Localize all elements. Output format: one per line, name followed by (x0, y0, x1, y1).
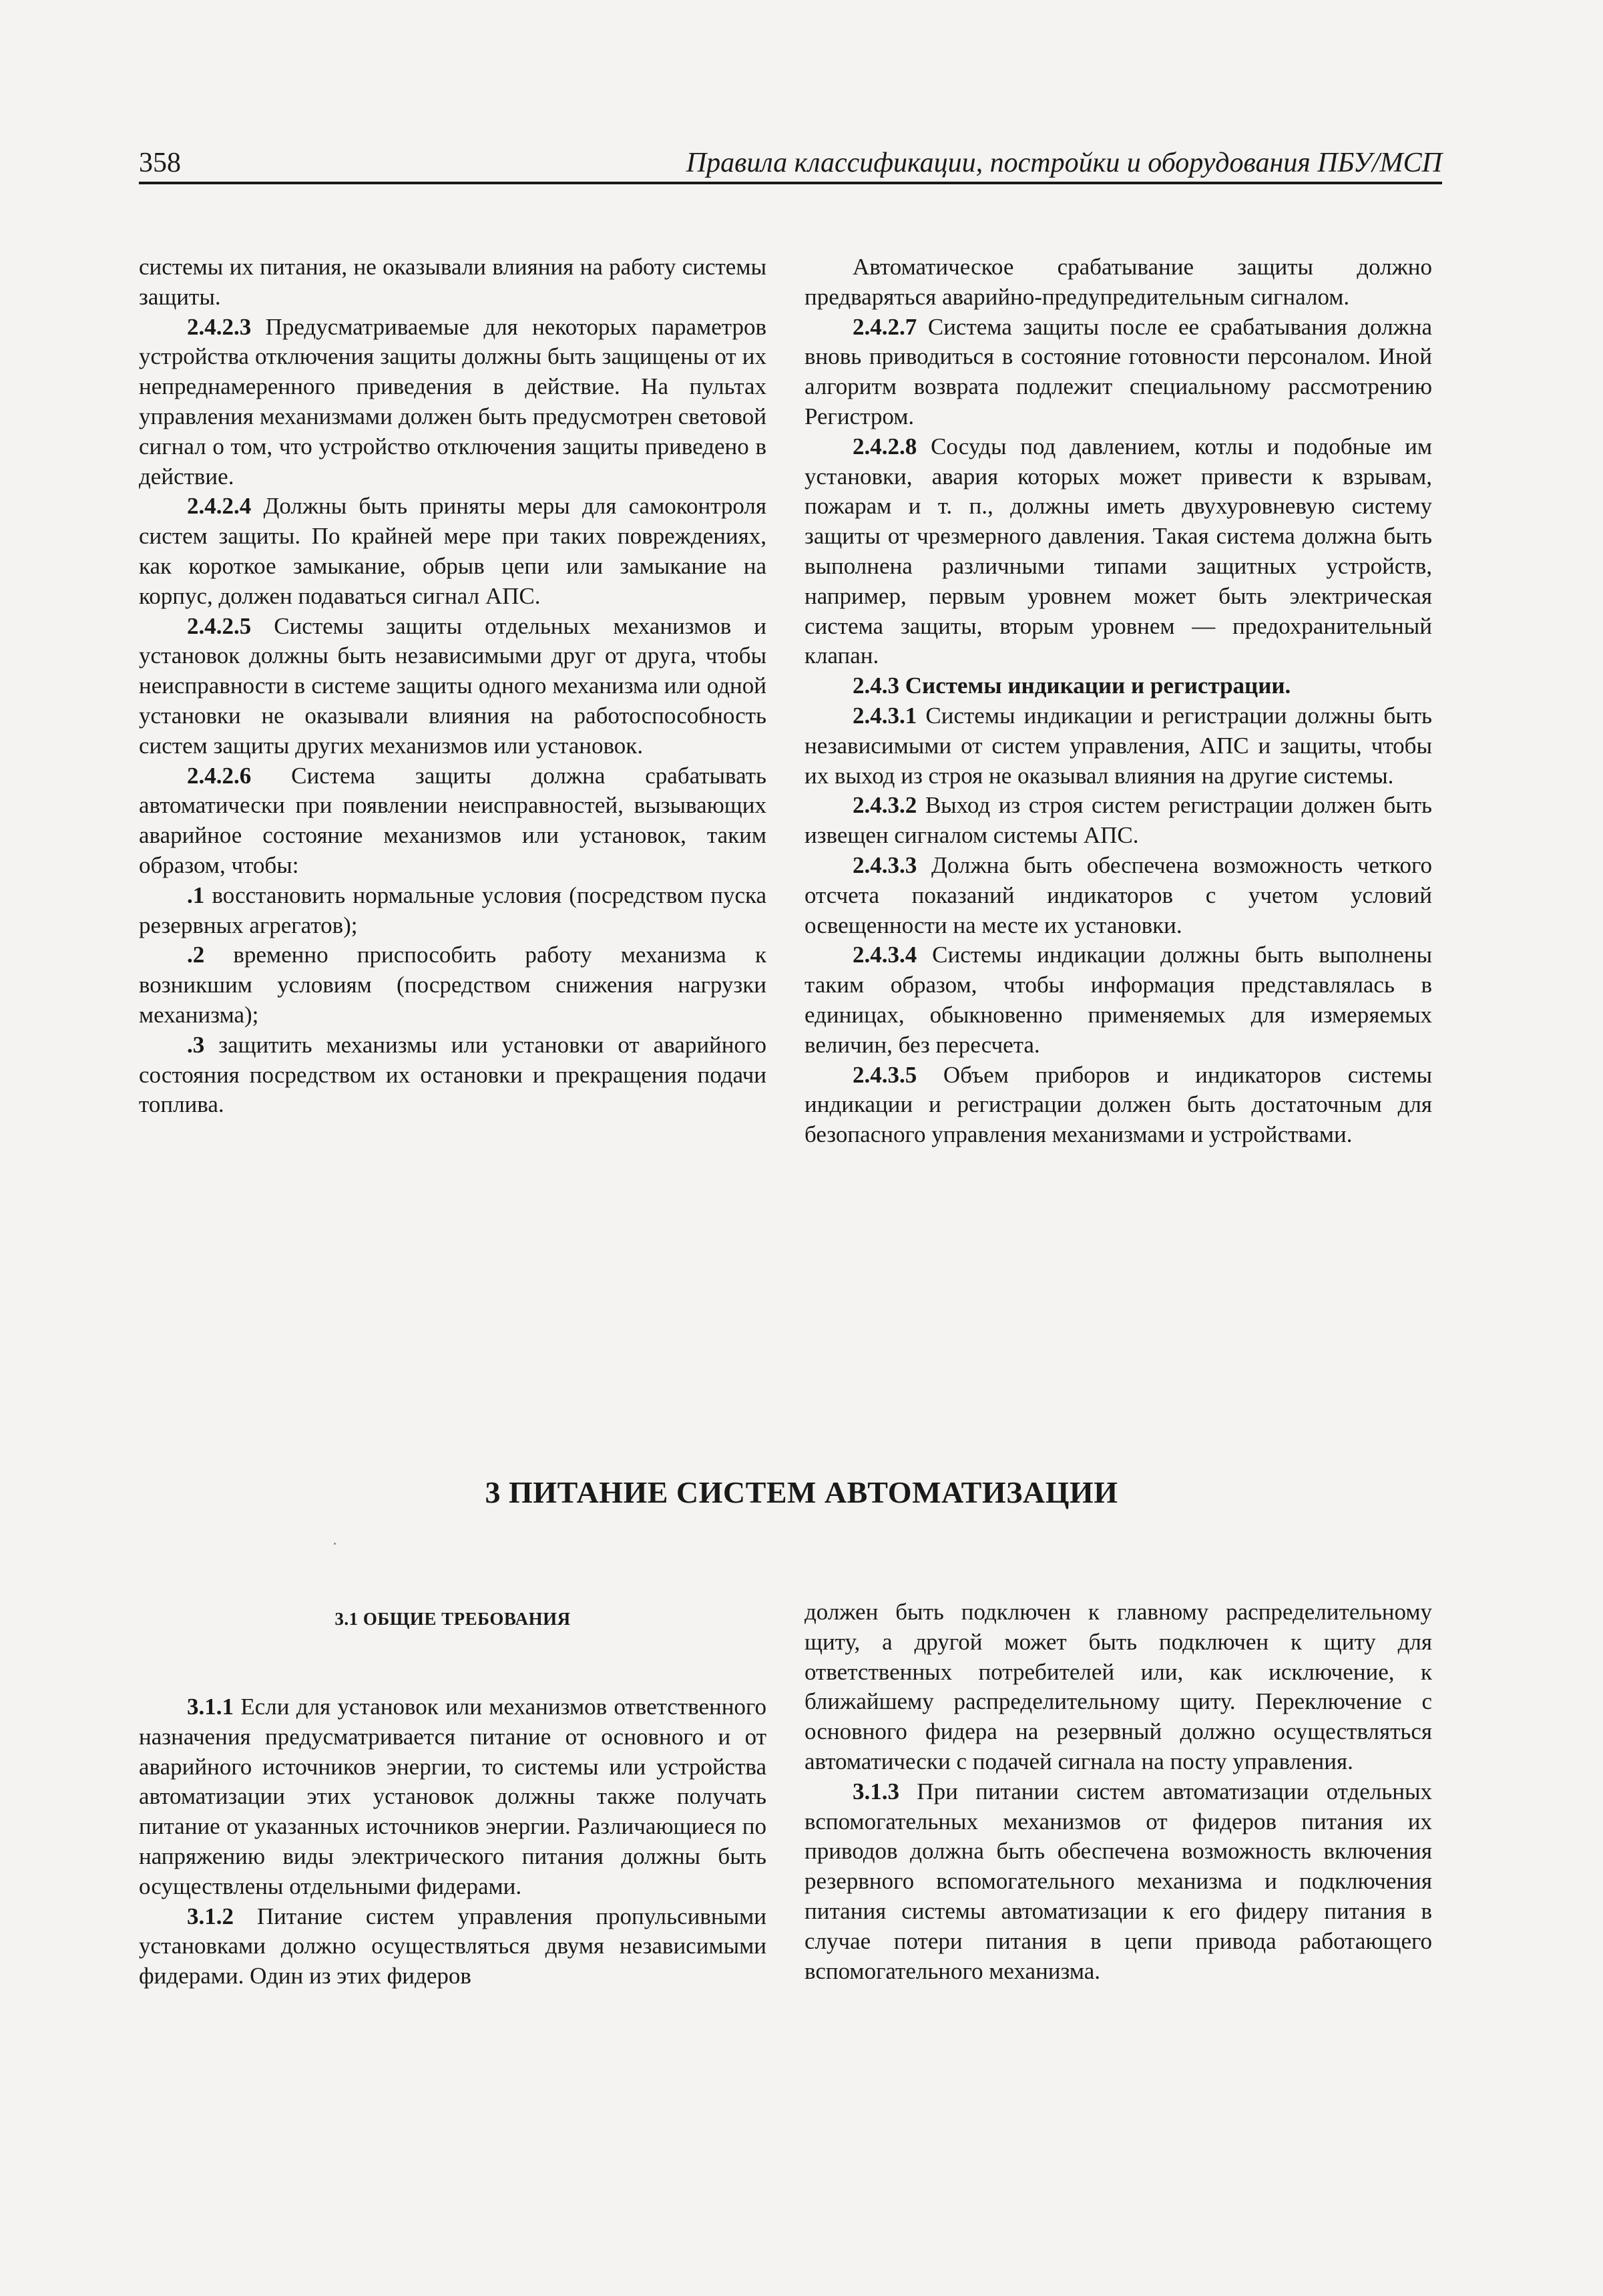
running-header (139, 142, 1442, 184)
paragraph (805, 940, 1432, 1060)
paragraph (805, 1597, 1432, 1777)
paragraph-text: Системы индикации и регистрации должны быть независимыми от систем управления, АПС и защиты, чтобы их выход из строя не оказывал влияния на другие системы. (805, 702, 1433, 789)
subsection-title: 3.1 ОБЩИЕ ТРЕБОВАНИЯ (334, 1609, 571, 1629)
list-item (139, 1030, 766, 1120)
clause-number: 2.4.2.5 (187, 612, 252, 639)
subheading (805, 671, 1432, 701)
paragraph-text: Системы индикации должны быть выполнены таким образом, чтобы информация представлялась в единицах, обыкновенно применяемых для измеряемых величин, без пересчета. (805, 942, 1432, 1058)
paragraph-text: Сосуды под давлением, котлы и подобные им установки, авария которых может привести к взрывам, пожарам и т. п., должны иметь двухуровневую систему защиты от чрезмерного давления. Такая система должна быть выполнена различными типами защитных устройств, например, первым уровнем может быть электрическая система защиты, вторым уровнем — предохранительный клапан. (805, 433, 1433, 669)
clause-number: 2.4.3.5 (853, 1061, 917, 1088)
paragraph-text: Должны быть приняты меры для самоконтроля систем защиты. По крайней мере при таких повреждениях, как короткое замыкание, обрыв цепи или замыкание на корпус, должен подаваться сигнал АПС. (139, 493, 766, 609)
paragraph-text: Если для установок или механизмов ответственного назначения предусматривается питание от основного и от аварийного источников энергии, то системы или устройства автоматизации этих установок должны также получать питание от указанных источников энергии. Различающиеся по напряжению виды электрического питания должны быть осуществлены отдельными фидерами. (139, 1694, 766, 1899)
running-title: Правила классификации, постройки и оборудования ПБУ/МСП (686, 148, 1442, 178)
clause-number: 2.4.2.4 (187, 493, 252, 520)
clause-number: 2.4.2.8 (853, 433, 917, 459)
paragraph (805, 1061, 1432, 1150)
paragraph-text: Системы защиты отдельных механизмов и установок должны быть независимыми друг от друга, чтобы неисправности в системе защиты одного механизма или одной установки не оказывали влияния на работоспособность систем защиты других механизмов или установок. (139, 612, 766, 759)
list-item-text: временно приспособить работу механизма к возникшим условиям (посредством снижения нагрузки механизма); (139, 942, 766, 1028)
clause-number: 2.4.2.7 (853, 313, 917, 340)
clause-number: 3.1.2 (187, 1903, 234, 1929)
paragraph-text: Автоматическое срабатывание защиты должно предваряться аварийно-предупредительным сигналом. (805, 254, 1432, 310)
paragraph-text: Предусматриваемые для некоторых параметров устройства отключения защиты должны быть защищены от их непреднамеренного приведения в действие. На пультах управления механизмами должен быть предусмотрен световой сигнал о том, что устройство отключения защиты приведено в действие. (139, 313, 766, 490)
clause-number: 2.4.3.2 (853, 792, 917, 819)
clause-number: 3.1.1 (187, 1694, 234, 1720)
scan-speck (334, 1543, 336, 1545)
clause-number: 2.4.3 (853, 673, 899, 699)
clause-number: 3.1.3 (853, 1778, 899, 1804)
paragraph (139, 313, 766, 492)
paragraph-text: Питание систем управления пропульсивными установками должно осуществляться двумя независимыми фидерами. Один из этих фидеров (139, 1903, 766, 1989)
paragraph-text: должен быть подключен к главному распределительному щиту, а другой может быть подключен к щиту для ответственных потребителей или, как исключение, к ближайшему распределительному щиту. Переключение с основного фидера на резервный должно осуществляться автоматически с подачей сигнала на посту управления. (805, 1599, 1432, 1774)
left-column-bottom (139, 1597, 766, 1991)
list-item-text: восстановить нормальные условия (посредством пуска резервных агрегатов); (139, 882, 767, 938)
list-item (139, 881, 766, 941)
paragraph-text: Система защиты после ее срабатывания должна вновь приводиться в состояние готовности персоналом. Иной алгоритм возврата подлежит специальному рассмотрению Регистром. (805, 313, 1432, 429)
section-title: 3 ПИТАНИЕ СИСТЕМ АВТОМАТИЗАЦИИ (485, 1475, 1118, 1509)
paragraph (139, 761, 766, 881)
paragraph (139, 612, 766, 761)
paragraph-text: Выход из строя систем регистрации должен быть извещен сигналом системы АПС. (805, 792, 1432, 849)
paragraph-text: Должна быть обеспечена возможность четкого отсчета показаний индикаторов с учетом условий освещенности на месте их установки. (805, 851, 1432, 938)
clause-number: 2.4.3.3 (853, 851, 917, 878)
paragraph-text: Объем приборов и индикаторов системы индикации и регистрации должен быть достаточным для безопасного управления механизмами и устройствами. (805, 1061, 1432, 1148)
clause-number: 2.4.2.6 (187, 762, 252, 789)
list-number: .2 (187, 942, 205, 968)
clause-number: 2.4.3.1 (853, 702, 917, 729)
left-column-top (139, 252, 766, 1120)
right-column-bottom (805, 1597, 1432, 1986)
page-number: 358 (139, 148, 181, 178)
paragraph-text: системы их питания, не оказывали влияния на работу системы защиты. (139, 254, 766, 310)
paragraph (139, 1692, 766, 1902)
paragraph (805, 313, 1432, 432)
paragraph (805, 1777, 1432, 1987)
paragraph (139, 1902, 766, 1991)
clause-number: 2.4.3.4 (853, 942, 917, 968)
paragraph (805, 252, 1432, 313)
paragraph (805, 791, 1432, 851)
clause-number: 2.4.2.3 (187, 313, 252, 340)
paragraph (139, 252, 766, 313)
right-column-top (805, 252, 1432, 1150)
paragraph-text: При питании систем автоматизации отдельных вспомогательных механизмов от фидеров питания их приводов должна быть обеспечена возможность включения резервного вспомогательного механизма и подключения питания системы автоматизации к его фидеру питания в случае потери питания в цепи привода работающего вспомогательного механизма. (805, 1778, 1433, 1984)
paragraph (139, 492, 766, 611)
paragraph (805, 701, 1432, 791)
paragraph (805, 432, 1432, 671)
subheading-text: Системы индикации и регистрации. (905, 673, 1291, 699)
list-item-text: защитить механизмы или установки от аварийного состояния посредством их остановки и прекращения подачи топлива. (139, 1031, 766, 1118)
list-number: .3 (187, 1031, 205, 1058)
paragraph (805, 851, 1432, 940)
list-item (139, 940, 766, 1030)
list-number: .1 (187, 882, 205, 908)
paragraph-text: Система защиты должна срабатывать автоматически при появлении неисправностей, вызывающих аварийное состояние механизмов или установок, таким образом, чтобы: (139, 762, 767, 878)
